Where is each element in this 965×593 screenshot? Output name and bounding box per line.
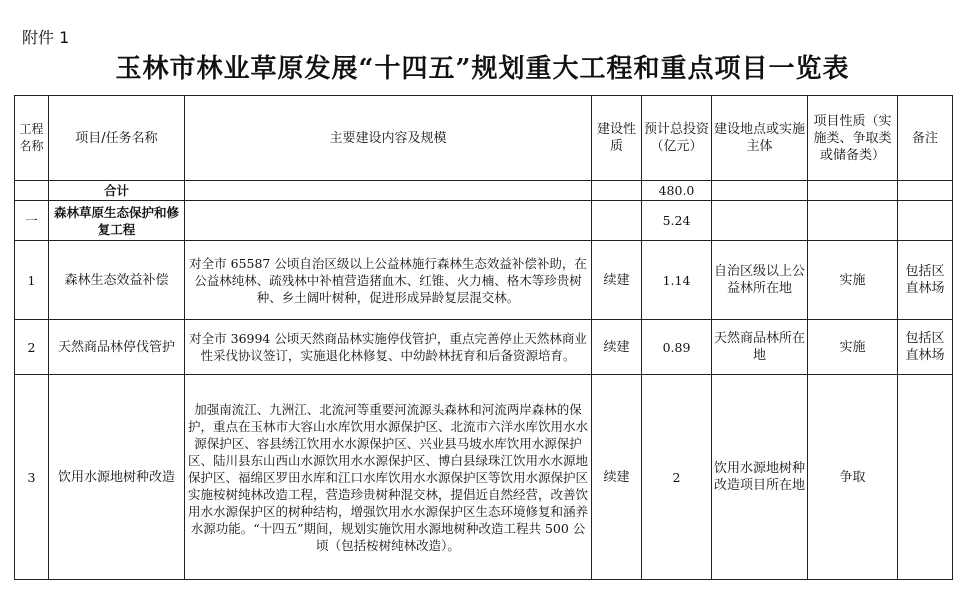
category-row — [15, 201, 953, 241]
row-name: 饮用水源地树种改造 — [49, 375, 185, 580]
header-project-name: 项目/任务名称 — [49, 96, 185, 181]
row-build-nature: 续建 — [592, 375, 642, 580]
row-location: 天然商品林所在地 — [712, 320, 808, 375]
project-table — [14, 95, 953, 580]
row-name: 天然商品林停伐管护 — [49, 320, 185, 375]
row-project-nature: 实施 — [808, 241, 898, 320]
table-row — [15, 241, 953, 320]
category-name: 森林草原生态保护和修复工程 — [49, 201, 185, 241]
row-investment: 1.14 — [642, 241, 712, 320]
row-content: 加强南流江、九洲江、北流河等重要河流源头森林和河流两岸森林的保护，重点在玉林市大容山水库饮用水源保护区、北流市六洋水库饮用水水源保护区、容县绣江饮用水水源保护区、兴业县马坡水库饮用水源保护区、陆川县东山西山水源饮用水水源保护区、博白县绿珠江饮用水水源地保护区、福绵区罗田水库和江口水库饮用水水源保护区等饮用水源保护区实施桉树纯林改造工程，营造珍贵树种混交林，提倡近自然经营，改善饮用水水源保护区的树种结构，增强饮用水水源保护区生态环境修复和涵养水源功能。“十四五”期间，规划实施饮用水源地树种改造工程共 500 公顷（包括桉树纯林改造）。 — [185, 375, 592, 580]
page-title: 玉林市林业草原发展“十四五”规划重大工程和重点项目一览表 — [115, 54, 850, 84]
header-project-type: 工程名称 — [15, 96, 49, 181]
header-content: 主要建设内容及规模 — [185, 96, 592, 181]
header-project-nature: 项目性质（实施类、争取类或储备类） — [808, 96, 898, 181]
header-remark: 备注 — [898, 96, 953, 181]
attachment-label: 附件 1 — [22, 28, 70, 47]
row-investment: 0.89 — [642, 320, 712, 375]
header-build-nature: 建设性质 — [592, 96, 642, 181]
row-no: 1 — [15, 241, 49, 320]
row-project-nature: 实施 — [808, 320, 898, 375]
row-location: 饮用水源地树种改造项目所在地 — [712, 375, 808, 580]
row-location: 自治区级以上公益林所在地 — [712, 241, 808, 320]
row-build-nature: 续建 — [592, 241, 642, 320]
row-name: 森林生态效益补偿 — [49, 241, 185, 320]
row-investment: 2 — [642, 375, 712, 580]
total-label: 合计 — [49, 181, 185, 201]
header-row — [15, 96, 953, 181]
row-no: 2 — [15, 320, 49, 375]
table-row — [15, 320, 953, 375]
total-row — [15, 181, 953, 201]
row-content: 对全市 65587 公顷自治区级以上公益林施行森林生态效益补偿补助，在公益林纯林、疏残林中补植营造猪血木、红锥、火力楠、格木等珍贵树种、乡土阔叶树种，促进形成异龄复层混交林。 — [185, 241, 592, 320]
row-build-nature: 续建 — [592, 320, 642, 375]
row-remark — [898, 375, 953, 580]
row-project-nature: 争取 — [808, 375, 898, 580]
category-investment: 5.24 — [642, 201, 712, 241]
row-content: 对全市 36994 公顷天然商品林实施停伐管护，重点完善停止天然林商业性采伐协议签订，实施退化林修复、中幼龄林抚育和后备资源培育。 — [185, 320, 592, 375]
header-investment: 预计总投资（亿元） — [642, 96, 712, 181]
row-no: 3 — [15, 375, 49, 580]
header-location: 建设地点或实施主体 — [712, 96, 808, 181]
category-no: 一 — [15, 201, 49, 241]
row-remark: 包括区直林场 — [898, 320, 953, 375]
total-investment: 480.0 — [642, 181, 712, 201]
row-remark: 包括区直林场 — [898, 241, 953, 320]
table-row — [15, 375, 953, 580]
